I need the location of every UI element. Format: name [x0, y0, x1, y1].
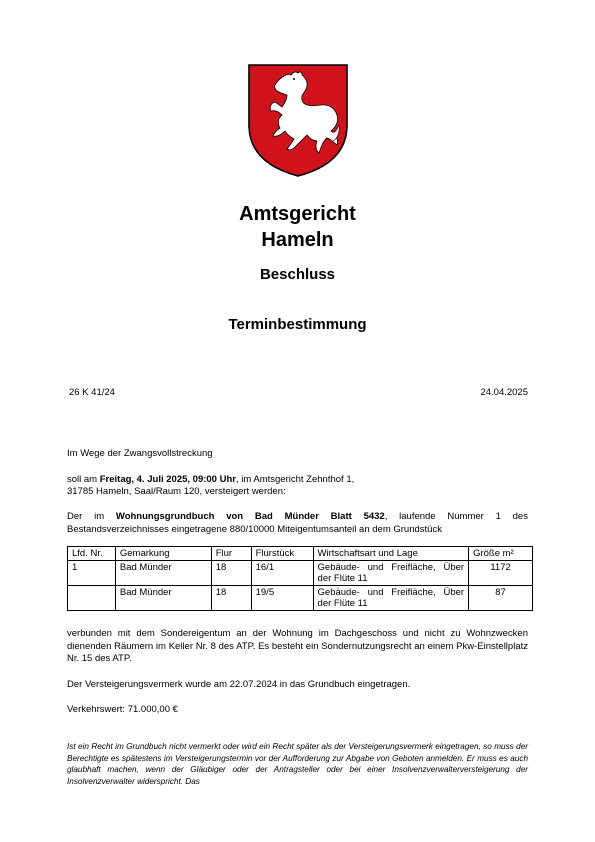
property-description	[67, 511, 528, 536]
cell-groesse: 1172	[469, 561, 533, 586]
cell-gemarkung: Bad Münder	[115, 561, 211, 586]
parcel-table	[67, 546, 533, 611]
table-row	[68, 586, 533, 611]
header-wirtschaftsart: Wirtschaftsart und Lage	[313, 547, 469, 561]
special-ownership-text: verbunden mit dem Sondereigentum an der Wohnung im Dachgeschoss und nicht zu Wohnzwecken dienenden Räumern im Keller Nr. 8 des ATP. Es besteht ein Sondernutzungsrecht an einem Pkw-Einstellplatz Nr. 15 des ATP.	[67, 628, 528, 664]
cell-lage: Gebäude- und Freifläche, Über der Flüte 11	[313, 561, 469, 586]
cell-nr: 1	[68, 561, 116, 586]
cell-flur: 18	[211, 586, 251, 611]
auction-location: , im Amtsgericht Zehnthof 1,	[235, 474, 355, 485]
auction-date-time: Freitag, 4. Juli 2025, 09:00 Uhr	[99, 474, 236, 485]
cell-flurstueck: 19/5	[251, 586, 313, 611]
header-groesse: Größe m²	[469, 547, 533, 561]
cell-gemarkung: Bad Münder	[115, 586, 211, 611]
auction-line1	[67, 474, 528, 487]
legal-notice: Ist ein Recht im Grundbuch nicht vermerkt oder wird ein Recht später als der Versteigerungsvermerk eingetragen, so muss der Berechtigte es spätestens im Versteigerungstermin vor der Aufforderung zur Abgabe von Geboten anmelden. Er muss es auch glaubhaft machen, wenn der Gläubiger oder der Antragsteller oder bei einer Insolvenzverwalterversteigerung der Insolvenzverwalter widerspricht. Das	[67, 742, 528, 786]
registration-note: Der Versteigerungsvermerk wurde am 22.07.2024 in das Grundbuch eingetragen.	[67, 679, 411, 690]
cell-lage: Gebäude- und Freifläche, Über der Flüte 11	[313, 586, 469, 611]
document-type: Beschluss	[259, 266, 336, 283]
cell-groesse: 87	[469, 586, 533, 611]
auction-prefix: soll am	[67, 474, 100, 485]
property-prefix: Der im	[67, 511, 116, 522]
table-row	[68, 561, 533, 586]
lower-saxony-horse-crest-icon	[247, 63, 349, 178]
court-name-line1: Amtsgericht	[239, 203, 356, 225]
intro-text: Im Wege der Zwangsvollstreckung	[67, 448, 213, 459]
document-subject: Terminbestimmung	[228, 316, 367, 333]
cell-flur: 18	[211, 561, 251, 586]
cell-flurstueck: 16/1	[251, 561, 313, 586]
header-flurstueck: Flurstück	[251, 547, 313, 561]
auction-line2: 31785 Hameln, Saal/Raum 120, versteigert werden:	[67, 486, 286, 497]
document-date: 24.04.2025	[480, 387, 528, 398]
property-suffix: , laufende Nummer 1 des Bestandsverzeichnisses eingetragene 880/10000 Miteigentumsanteil an dem Grundstück	[67, 511, 528, 535]
table-header-row	[68, 547, 533, 561]
header-gemarkung: Gemarkung	[115, 547, 211, 561]
header-flur: Flur	[211, 547, 251, 561]
case-number: 26 K 41/24	[69, 387, 115, 398]
coat-of-arms	[247, 63, 349, 178]
cell-nr	[68, 586, 116, 611]
court-name-line2: Hameln	[261, 229, 334, 251]
market-value: Verkehrswert: 71.000,00 €	[67, 704, 178, 715]
header-lfd-nr: Lfd. Nr.	[68, 547, 116, 561]
land-register: Wohnungsgrundbuch von Bad Münder Blatt 5432	[115, 511, 385, 522]
